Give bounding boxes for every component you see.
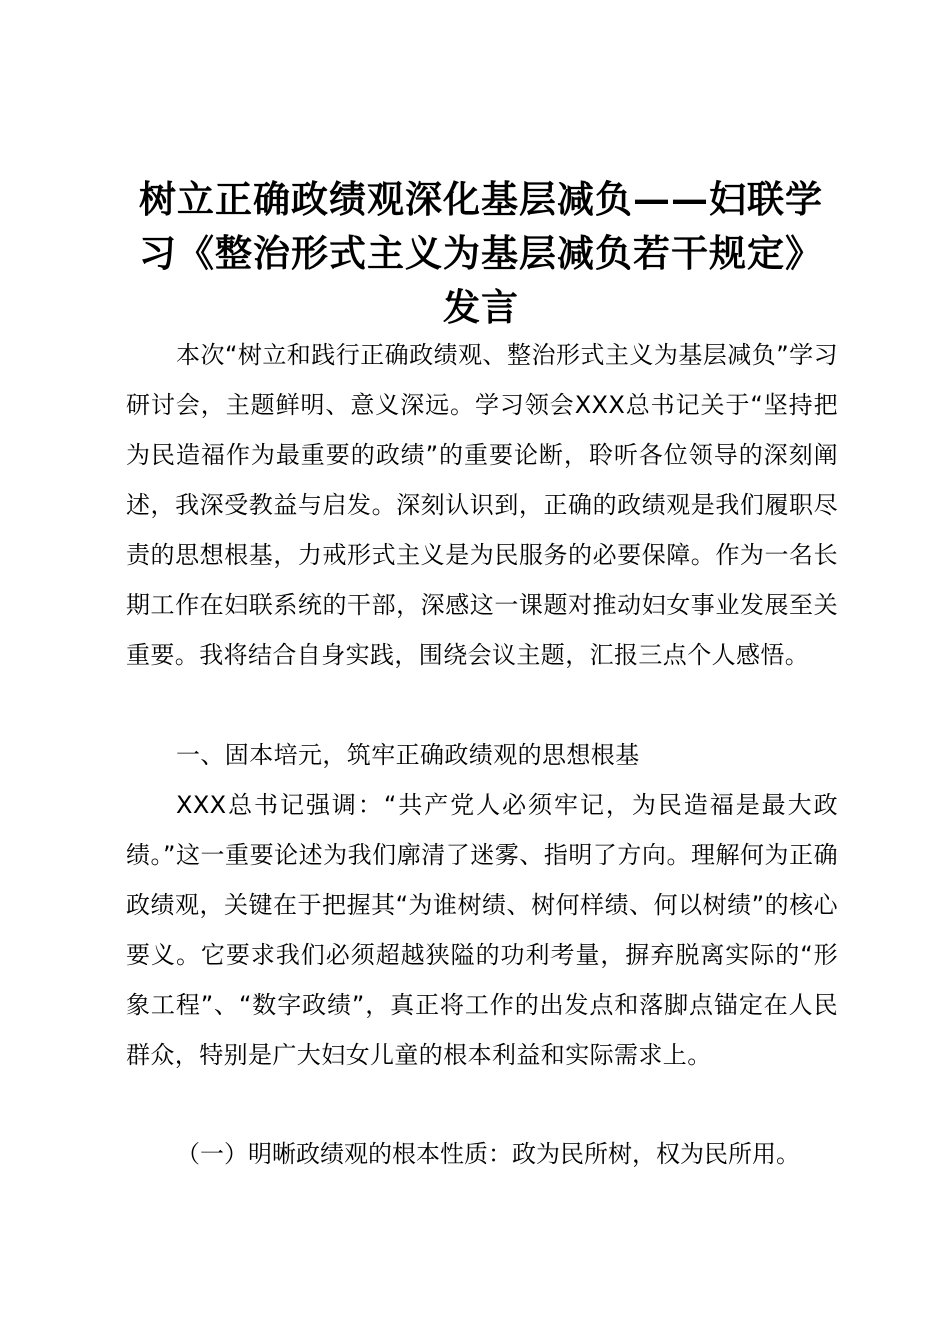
section-heading-1: 一、固本培元，筑牢正确政绩观的思想根基 <box>176 741 640 769</box>
intro-paragraph: 本次“树立和践行正确政绩观、整治形式主义为基层减负”学习研讨会，主题鲜明、意义深远。学习领会XXX总书记关于“坚持把为民造福作为最重要的政绩”的重要论断，聆听各位领导的深刻阐述，我深受教益与启发。深刻认识到，正确的政绩观是我们履职尽责的思想根基，力戒形式主义是为民服务的必要保障。作为一名长期工作在妇联系统的干部，深感这一课题对推动妇女事业发展至关重要。我将结合自身实践，围绕会议主题，汇报三点个人感悟。 <box>126 341 838 669</box>
section-1-paragraph: XXX总书记强调：“共产党人必须牢记，为民造福是最大政绩。”这一重要论述为我们廓清了迷雾、指明了方向。理解何为正确政绩观，关键在于把握其“为谁树绩、树何样绩、何以树绩”的核心要义。它要求我们必须超越狭隘的功利考量，摒弃脱离实际的“形象工程”、“数字政绩”，真正将工作的出发点和落脚点锚定在人民群众，特别是广大妇女儿童的根本利益和实际需求上。 <box>126 791 838 1069</box>
subsection-heading-1: （一）明晰政绩观的根本性质：政为民所树，权为民所用。 <box>176 1140 800 1168</box>
document-title: 树立正确政绩观深化基层减负——妇联学习《整治形式主义为基层减负若干规定》发言 <box>139 177 823 329</box>
